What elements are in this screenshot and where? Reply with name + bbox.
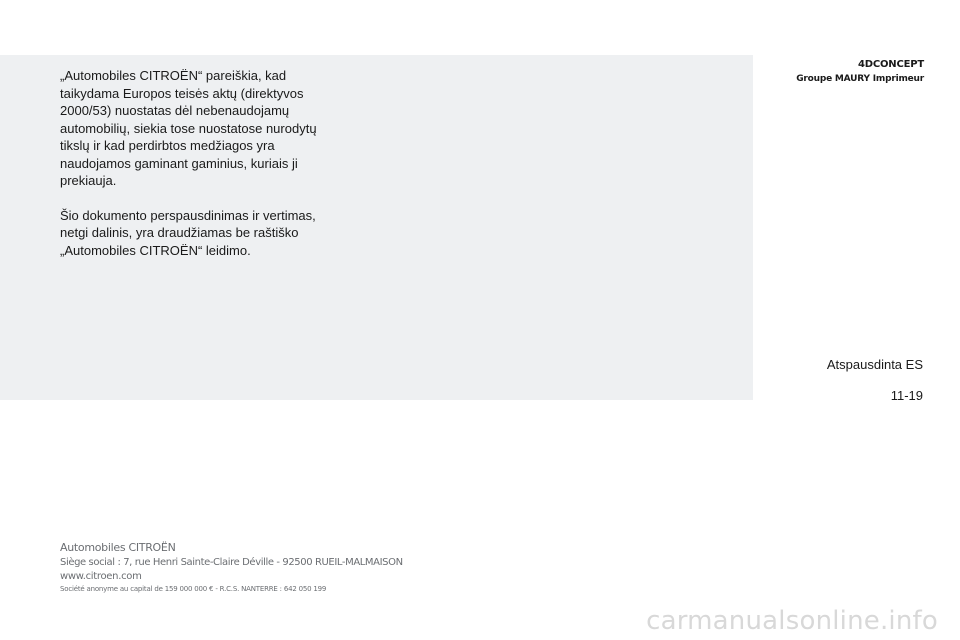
printed-in-label: Atspausdinta ES bbox=[826, 357, 923, 372]
company-website: www.citroen.com bbox=[60, 571, 142, 582]
printer-info bbox=[796, 58, 924, 86]
printer-name: 4DCONCEPT bbox=[858, 59, 924, 70]
company-legal: Société anonyme au capital de 159 000 000 € - R.C.S. NANTERRE : 642 050 199 bbox=[60, 585, 327, 593]
site-watermark: carmanualsonline.info bbox=[646, 606, 938, 636]
printer-group: Groupe MAURY Imprimeur bbox=[796, 74, 924, 84]
company-address: Siège social : 7, rue Henri Sainte-Claire Déville - 92500 RUEIL-MALMAISON bbox=[60, 557, 403, 568]
recycling-statement: „Automobiles CITROËN“ pareiškia, kad taikydama Europos teisės aktų (direktyvos 2000/53) nuostatas dėl nebenaudojamų automobilių, siekia tose nuostatose nurodytų tikslų ir kad perdirbtos medžiagos yra naudojamos gaminant gaminius, kuriais ji prekiauja. bbox=[60, 68, 317, 188]
company-name: Automobiles CITROËN bbox=[60, 541, 176, 554]
company-footer bbox=[60, 540, 403, 594]
reproduction-statement: Šio dokumento perspausdinimas ir vertimas, netgi dalinis, yra draudžiamas be raštiško „Automobiles CITROËN“ leidimo. bbox=[60, 207, 316, 258]
document-code: 11-19 bbox=[890, 388, 923, 403]
legal-notice bbox=[60, 67, 322, 259]
